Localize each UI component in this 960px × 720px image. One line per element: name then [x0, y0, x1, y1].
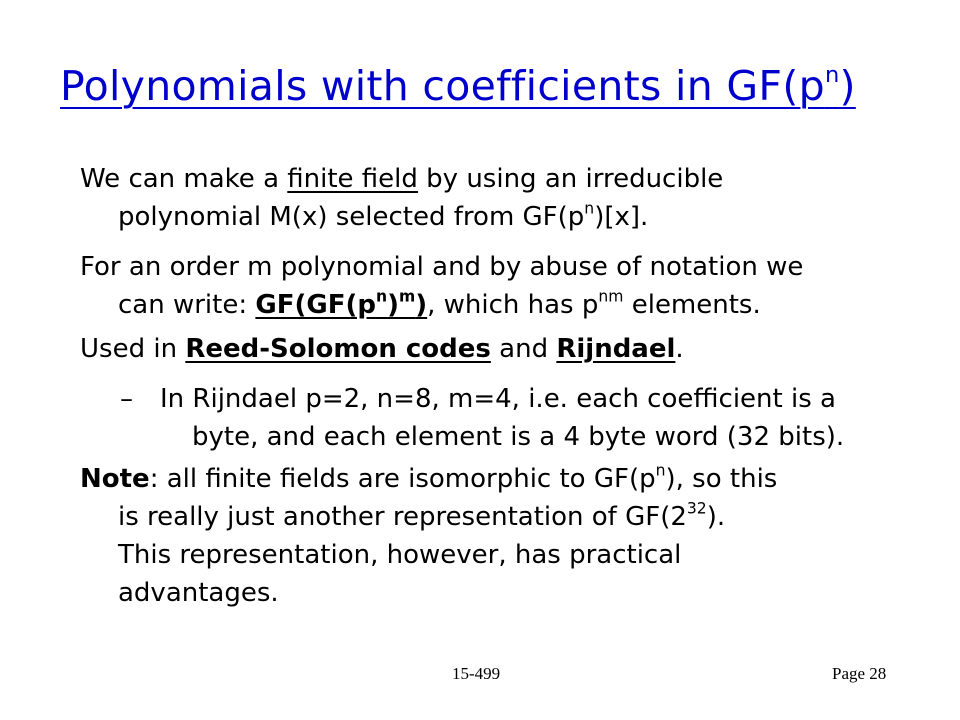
dash-bullet: –	[120, 384, 133, 414]
rijndael-link[interactable]: Rijndael	[556, 334, 676, 364]
paragraph-note: Note: all finite fields are isomorphic to $GF(p^n)$, so this is really just another representation of $GF(2^{32})$. This representation, however, has practical advantages.	[80, 461, 778, 608]
footer-course: 15-499	[452, 664, 501, 683]
finite-field-link[interactable]: finite field	[287, 164, 418, 194]
gf-notation: $GF(GF(p^n)^m)$	[255, 287, 428, 320]
footer-page-number: Page 28	[832, 664, 887, 683]
rijndael-subitem: – In Rijndael p=2, n=8, m=4, i.e. each coefficient is a byte, and each element is a 4 byte word (32 bits).	[160, 380, 940, 456]
paragraph-finite-field: We can make a finite field by using an irreducible polynomial M(x) selected from $GF(p^n)[x]$.	[80, 164, 724, 232]
paragraph-notation: For an order m polynomial and by abuse of notation we can write: $GF(GF(p^n)^m)$, which has $p^{nm}$ elements.	[80, 252, 804, 320]
reed-solomon-link[interactable]: Reed-Solomon codes	[185, 334, 491, 364]
paragraph-usage: Used in Reed-Solomon codes and Rijndael.	[80, 334, 684, 364]
slide-title: Polynomials with coefficients in $GF(p^n)$	[60, 61, 856, 110]
